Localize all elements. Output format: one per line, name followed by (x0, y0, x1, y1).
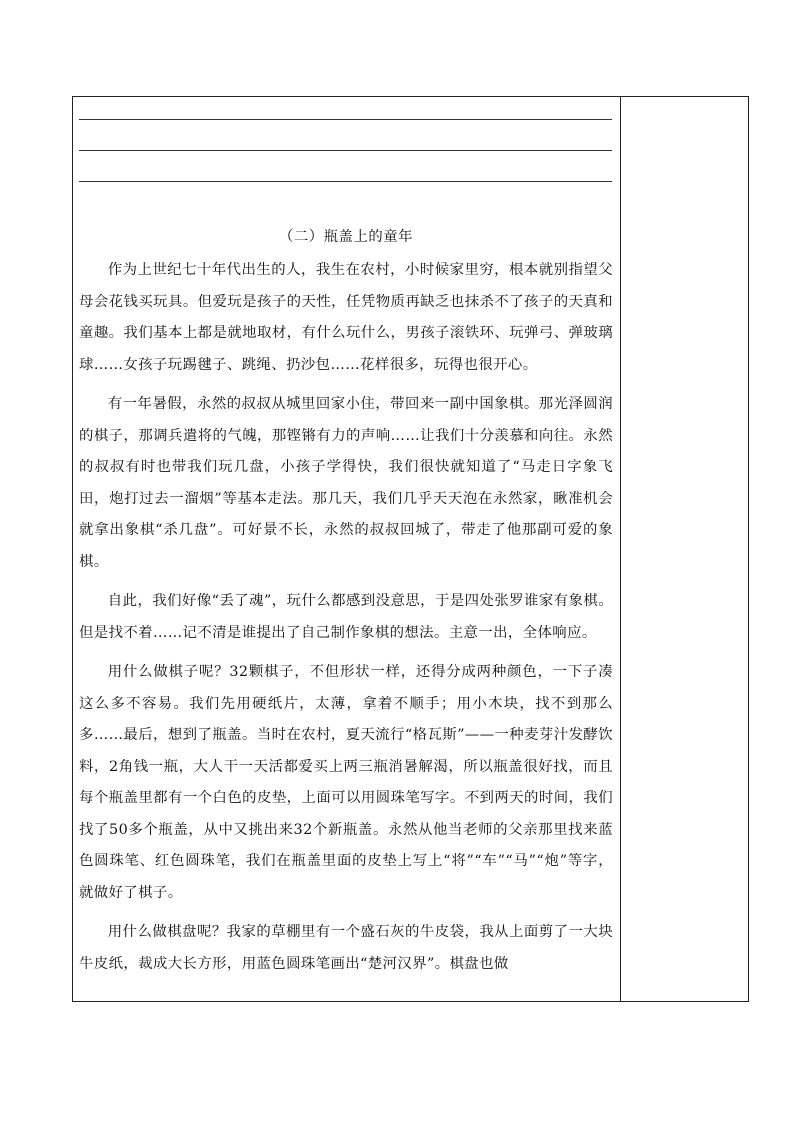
essay-content (79, 227, 613, 988)
essay-paragraph: 用什么做棋盘呢？我家的草棚里有一个盛石灰的牛皮袋，我从上面剪了一大块牛皮纸，裁成大长方形，用蓝色圆珠笔画出“楚河汉界”。棋盘也做 (79, 924, 613, 972)
answer-line (79, 119, 612, 120)
answer-line (79, 150, 612, 151)
table-column-divider (620, 96, 621, 1002)
essay-paragraph: 用什么做棋子呢？32颗棋子，不但形状一样，还得分成两种颜色，一下子凑这么多不容易。我们先用硬纸片，太薄，拿着不顺手；用小木块，找不到那么多……最后，想到了瓶盖。当时在农村，夏天流行“格瓦斯”——一种麦芽汁发酵饮料，2角钱一瓶，大人干一天活都爱买上两三瓶消暑解渴，所以瓶盖很好找，而且每个瓶盖里都有一个白色的皮垫，上面可以用圆珠笔写字。不到两天的时间，我们找了50多个瓶盖，从中又挑出来32个新瓶盖。永然从他当老师的父亲那里找来蓝色圆珠笔、红色圆珠笔，我们在瓶盖里面的皮垫上写上“将”“车”“马”“炮”等字，就做好了棋子。 (79, 664, 613, 901)
essay-paragraph: 有一年暑假，永然的叔叔从城里回家小住，带回来一副中国象棋。那光泽圆润的棋子，那调兵遣将的气魄，那铿锵有力的声响……让我们十分羡慕和向往。永然的叔叔有时也带我们玩几盘，小孩子学得快，我们很快就知道了“马走日字象飞田，炮打过去一溜烟”等基本走法。那几天，我们几乎天天泡在永然家，瞅准机会就拿出象棋“杀几盘”。可好景不长，永然的叔叔回城了，带走了他那副可爱的象棋。 (79, 396, 613, 570)
essay-paragraph: 作为上世纪七十年代出生的人，我生在农村，小时候家里穷，根本就别指望父母会花钱买玩具。但爱玩是孩子的天性，任凭物质再缺乏也抹杀不了孩子的天真和童趣。我们基本上都是就地取材，有什么玩什么，男孩子滚铁环、玩弹弓、弹玻璃球……女孩子玩踢毽子、跳绳、扔沙包……花样很多，玩得也很开心。 (79, 262, 613, 373)
answer-line (79, 181, 612, 182)
essay-paragraph: 自此，我们好像“丢了魂”，玩什么都感到没意思，于是四处张罗谁家有象棋。但是找不着……记不清是谁提出了自己制作象棋的想法。主意一出，全体响应。 (79, 593, 613, 641)
essay-title: （二）瓶盖上的童年 (278, 229, 414, 245)
